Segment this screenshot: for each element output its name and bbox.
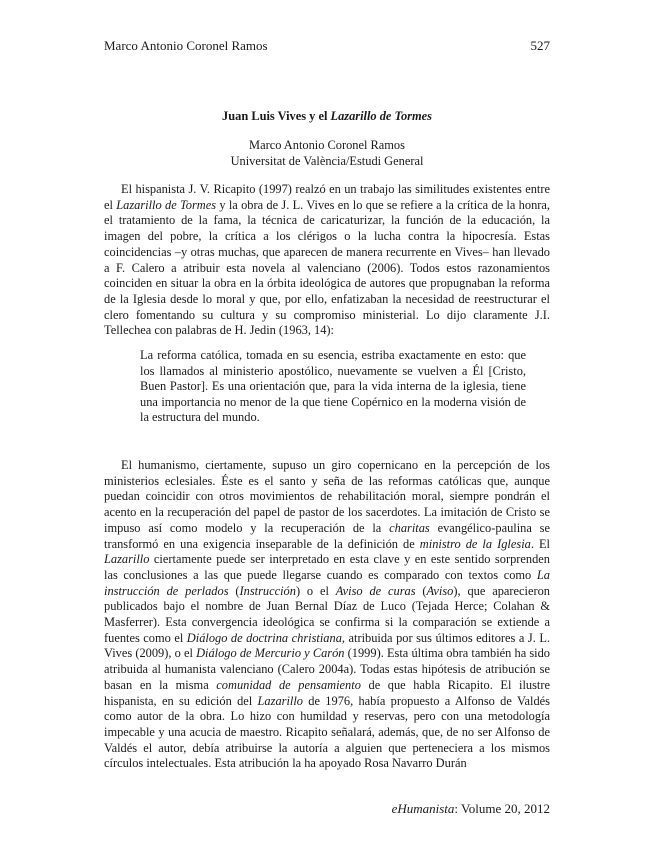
p2-text: evangélico-paulina se transformó en una exigencia inseparable de la definición de (104, 520, 551, 551)
header-author: Marco Antonio Coronel Ramos (104, 38, 268, 53)
journal-volume: : Volume 20, 2012 (454, 801, 550, 816)
p2-text: ), que aparecieron publicados bajo el nombre de Juan Bernal Díaz de Luco (Tejada Herce; Colahan & Masferrer). Esta convergencia ideológica se confirma si la comparación se extiende a fuentes como el (104, 583, 550, 645)
p2-text: , atribuida por sus últimos editores a J. L. Vives (2009), o el (104, 630, 551, 661)
title-text: Juan Luis Vives y el (222, 109, 331, 123)
p2-italic: charitas (389, 520, 430, 535)
p1-italic-1: Lazarillo de Tormes (116, 197, 217, 212)
page-number: 527 (530, 38, 550, 53)
p2-text: ) o el (295, 583, 336, 598)
p1-text-1: El hispanista J. V. Ricapito (1997) realzó en un trabajo las similitudes existentes entre el (104, 182, 550, 212)
p2-italic: Lazarillo (257, 693, 303, 708)
paragraph-2 (104, 458, 550, 772)
p2-text: de 1976, había propuesto a Alfonso de Valdés como autor de la obra. Lo hizo con humildad y reservas, pero con una metodología impecable y una acucia de maestro. Ricapito señalará, además, que, de no ser Alfonso de Valdés el autor, debía atribuirse la autoría a alguien que perteneciera a los mismos círculos intelectuales. Esta atribución la ha apoyado Rosa Navarro Durán (104, 693, 550, 771)
byline (104, 138, 550, 169)
p2-text: ciertamente puede ser interpretado en esta clave y en este sentido sorprenden las conclusiones a las que puede llegarse cuando es comparado con textos como (104, 552, 550, 582)
block-quote (140, 348, 526, 426)
article-title (104, 108, 550, 124)
p2-text: ( (228, 583, 240, 598)
p2-text: . El (530, 536, 550, 551)
paragraph-1 (104, 182, 550, 339)
p2-italic: Aviso (426, 583, 454, 598)
article-affiliation: Universitat de València/Estudi General (230, 153, 424, 168)
p2-italic: Diálogo de doctrina christiana (186, 630, 342, 645)
p2-italic: Diálogo de Mercurio y Carón (196, 646, 345, 661)
p2-italic: La instrucción de perlados (104, 567, 550, 598)
journal-footer (392, 801, 550, 817)
p2-text: El humanismo, ciertamente, supuso un giro copernicano en la percepción de los ministerios eclesiales. Éste es el santo y seña de las reformas católicas que, aunque puedan coincidir con otros movimientos de rehabilitación moral, siempre pondrán el acento en la recuperación del papel de pastor de los sacerdotes. La imitación de Cristo se impuso así como modelo y la recuperación de la (104, 458, 550, 535)
p2-italic: Instrucción (239, 583, 296, 598)
p2-text: de que habla Ricapito. El ilustre hispanista, en su edición del (104, 677, 550, 708)
journal-name: eHumanista (391, 801, 455, 816)
p2-italic: comunidad de pensamiento (216, 677, 361, 692)
block-quote-text: La reforma católica, tomada en su esencia, estriba exactamente en esto: que los llamados al ministerio apostólico, nuevamente se vuelven a Él [Cristo, Buen Pastor]. Es una orientación que, para la vida interna de la iglesia, tiene una importancia no menor de la que tiene Copérnico en la moderna visión de la estructura del mundo. (140, 348, 526, 425)
p2-italic: Aviso de curas (335, 583, 416, 598)
p2-text: ( (415, 583, 427, 598)
article-author: Marco Antonio Coronel Ramos (249, 138, 405, 152)
p1-text-2: y la obra de J. L. Vives en lo que se refiere a la crítica de la honra, el tratamiento de la fama, la técnica de caricaturizar, la función de la educación, la imagen del pobre, la crítica a los clérigos o la lucha contra la hipocresía. Estas coincidencias –y otras muchas, que aparecen de manera recurrente en Vives– han llevado a F. Calero a atribuir esta novela al valenciano (2006). Todos estos razonamientos coinciden en situar la obra en la órbita ideológica de autores que propugnaban la reforma de la Iglesia desde lo moral y que, por ello, enfatizaban la necesidad de reestructurar el clero fomentando su cultura y su compromiso ministerial. Lo dijo claramente J.I. Tellechea con palabras de H. Jedin (1963, 14): (104, 197, 550, 338)
p2-italic: Lazarillo (104, 552, 150, 567)
p2-text: (1999). Esta última obra también ha sido atribuida al humanista valenciano (Calero 2004a). Todas estas hipótesis de atribución se basan en la misma (104, 646, 551, 692)
p2-italic: ministro de la Iglesia (419, 536, 531, 551)
title-italic: Lazarillo de Tormes (330, 109, 432, 123)
